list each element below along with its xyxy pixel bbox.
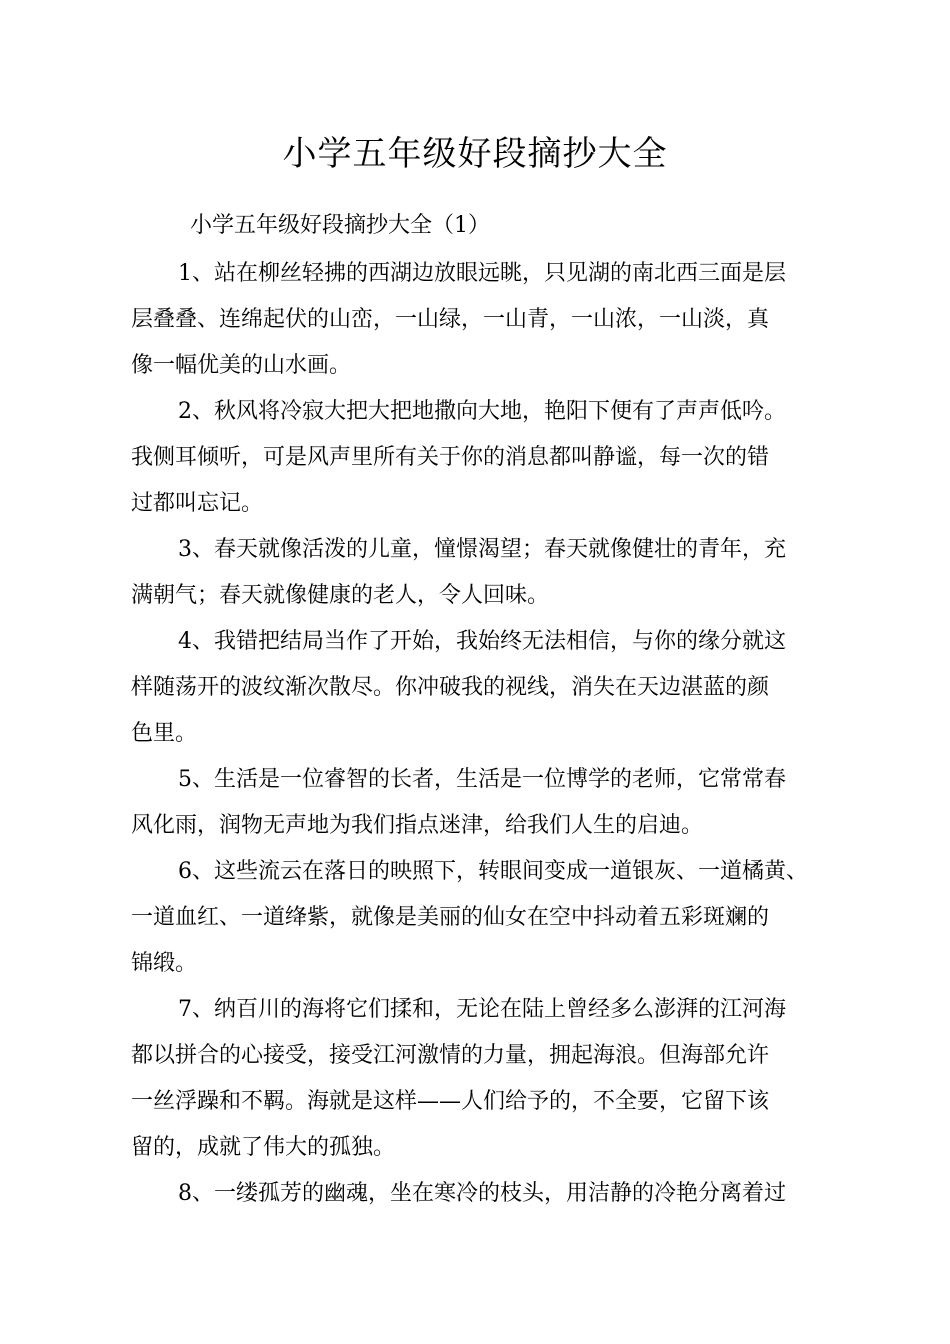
text-line: 一丝浮躁和不羁。海就是这样——人们给予的，不全要，它留下该 [131,1089,770,1114]
text-line: 锦缎。 [131,951,198,976]
text-line: 4、我错把结局当作了开始，我始终无法相信，与你的缘分就这 [178,629,786,654]
text-line: 色里。 [131,721,198,746]
text-line: 留的，成就了伟大的孤独。 [131,1135,396,1160]
text-line: 8、一缕孤芳的幽魂，坐在寒冷的枝头，用洁静的冷艳分离着过 [178,1181,786,1206]
text-line: 我侧耳倾听，可是风声里所有关于你的消息都叫静谧，每一次的错 [131,445,770,470]
text-line: 1、站在柳丝轻拂的西湖边放眼远眺，只见湖的南北西三面是层 [178,261,786,286]
text-line: 层叠叠、连绵起伏的山峦，一山绿，一山青，一山浓，一山淡，真 [131,307,770,332]
text-line: 3、春天就像活泼的儿童，憧憬渴望；春天就像健壮的青年，充 [178,537,786,562]
text-line: 过都叫忘记。 [131,491,264,516]
text-line: 7、纳百川的海将它们揉和，无论在陆上曾经多么澎湃的江河海 [178,997,786,1022]
text-line: 像一幅优美的山水画。 [131,353,352,378]
section-subtitle: 小学五年级好段摘抄大全（1） [190,213,490,238]
text-line: 风化雨，润物无声地为我们指点迷津，给我们人生的启迪。 [131,813,704,838]
text-line: 样随荡开的波纹渐次散尽。你冲破我的视线，消失在天边湛蓝的颜 [131,675,770,700]
text-line: 一道血红、一道绛紫，就像是美丽的仙女在空中抖动着五彩斑斓的 [131,905,770,930]
text-line: 5、生活是一位睿智的长者，生活是一位博学的老师，它常常春 [178,767,786,792]
text-line: 2、秋风将冷寂大把大把地撒向大地，艳阳下便有了声声低吟。 [178,399,786,424]
page-title: 小学五年级好段摘抄大全 [282,134,668,174]
text-line: 6、这些流云在落日的映照下，转眼间变成一道银灰、一道橘黄、 [178,859,808,884]
text-line: 满朝气；春天就像健康的老人，令人回味。 [131,583,550,608]
text-line: 都以拼合的心接受，接受江河激情的力量，拥起海浪。但海部允许 [131,1043,770,1068]
